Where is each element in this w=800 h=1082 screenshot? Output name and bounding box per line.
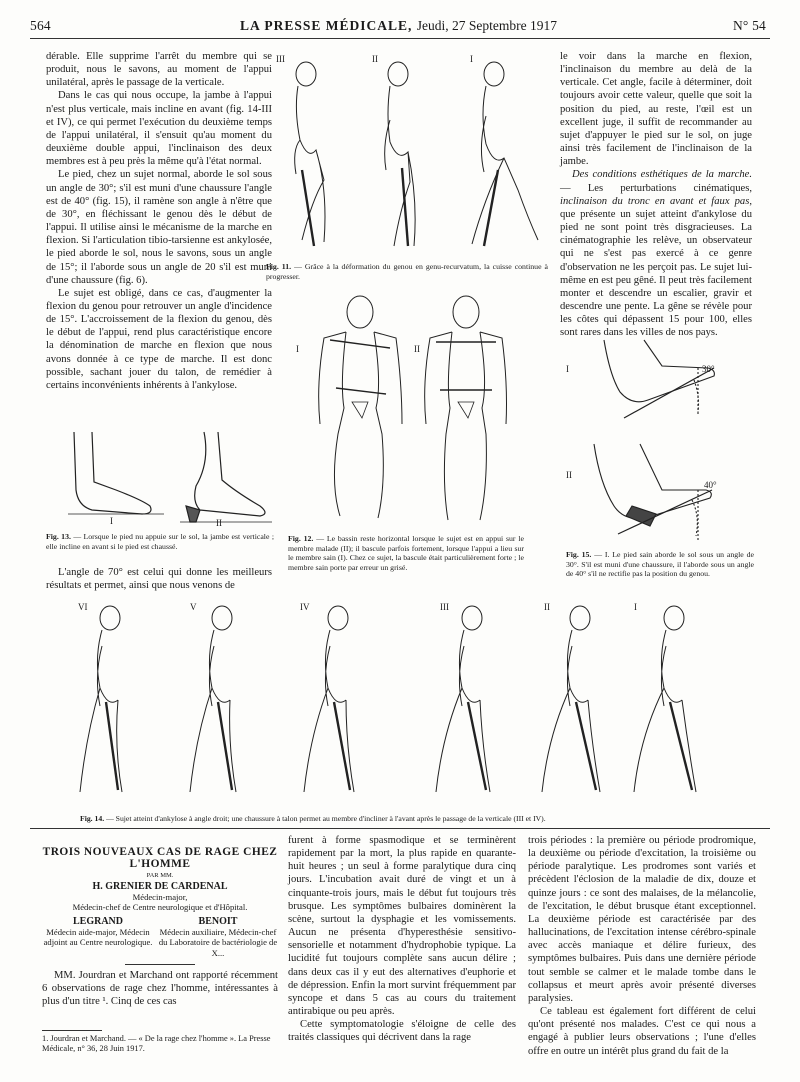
author-2-block <box>42 916 154 958</box>
fig15-angle-2: 40° <box>704 480 717 490</box>
author-1-role: Médecin-major, <box>132 892 188 902</box>
fig14-caption <box>80 814 760 824</box>
author-3-role: Médecin auxiliaire, Médecin-chef du Laboratoire de bactériologie de X... <box>158 926 278 958</box>
fig13-caption <box>46 532 274 551</box>
feet-illustration <box>46 428 274 530</box>
co-authors <box>42 916 278 958</box>
caption-number: Fig. 12. <box>288 534 314 543</box>
caption-number: Fig. 15. <box>566 550 592 559</box>
author-2-role: Médecin aide-major, Médecin adjoint au Centre neurologique. <box>43 926 153 948</box>
walking-figure <box>190 606 236 792</box>
author-3-block <box>158 916 278 958</box>
caption-text: — I. Le pied sain aborde le sol sous un angle de 30°. S'il est muni d'une chaussure, il l'aborde sous un angle de 40° s'il ne rectifie pas la position du genou. <box>566 550 754 579</box>
caption-number: Fig. 13. <box>46 532 71 541</box>
article-par: PAR MM. <box>146 872 174 879</box>
author-2: LEGRAND <box>72 915 123 927</box>
journal-header <box>240 18 557 34</box>
fig15-caption <box>566 550 754 579</box>
footnote-rule <box>42 1030 102 1031</box>
fig14-label-5: V <box>190 602 197 612</box>
header-rule <box>30 38 770 39</box>
caption-number: Fig. 14. <box>80 814 105 823</box>
fig14-label-2: II <box>544 602 550 612</box>
article-title: TROIS NOUVEAUX CAS DE RAGE CHEZ L'HOMME <box>42 846 278 870</box>
paragraph: MM. Jourdran et Marchand ont rapporté récemment 6 observations de rage chez l'homme, intéressantes à plus d'un titre ¹. Cinq de ces cas <box>42 970 278 1008</box>
bottom-column-2 <box>288 834 516 1045</box>
author-3: BENOIT <box>198 915 238 927</box>
paragraph: Dans le cas qui nous occupe, la jambe à l'appui n'est plus verticale, mais incline en avant (fig. 14-III et IV), ce qui permet l'exécution du deuxième temps de l'appui unilatéral, il s'ensuit qu'au moment du deuxième double appui, l'inclinaison des deux membres est à peu près la même qu'à l'état normal. <box>46 90 272 168</box>
fig14-label-3: III <box>440 602 449 612</box>
emphasis: inclinaison du tronc en avant et faux pas <box>560 195 750 207</box>
walking-figure <box>542 606 600 792</box>
article-header <box>42 846 278 1009</box>
issue-date: Jeudi, 27 Septembre 1917 <box>416 18 558 33</box>
figure-11 <box>258 50 550 260</box>
author-1: H. GRENIER DE CARDENAL <box>92 881 228 892</box>
fig14-label-6: VI <box>78 602 88 612</box>
paragraph: trois périodes : la première ou période prodromique, la deuxième ou période d'excitation, la troisième ou période paralytique. Les prodromes sont variés et précèdent l'éclosion de la maladie de dix, douze et quinze jours : ce sont des malaises, de la mélancolie, de l'excitation, le début brusque étant exceptionnel. La deuxième période est caractérisée par des hallucinations, de l'excitation intense cérébro-spinale avec accès maniaque et délire furieux, des symptômes bulbaires. Puis dans une dernière période tout semble se calmer et le malade tombe dans le collapsus et meurt après avoir présenté diverses paralysies. <box>528 835 756 1004</box>
paragraph: dérable. Elle supprime l'arrêt du membre qui se produit, nous le savons, au moment de l'appui unilatéral, après le passage de la verticale. <box>46 51 272 89</box>
paragraph: Cette symptomatologie s'éloigne de celle des traités classiques qui décrivent dans la rage <box>288 1019 516 1044</box>
paragraph <box>560 168 752 339</box>
walking-figure <box>436 606 490 792</box>
caption-text: — Sujet atteint d'ankylose à angle droit; une chaussure à talon permet au membre d'incliner à l'avant après le passage de la verticale (III et IV). <box>104 814 546 823</box>
walking-figure <box>634 606 696 792</box>
fig13-label-2: II <box>216 518 222 528</box>
caption-text: — Lorsque le pied nu appuie sur le sol, la jambe est verticale ; elle incline en avant si le pied est chaussé. <box>46 532 274 551</box>
divider <box>125 964 195 965</box>
text-column-1 <box>46 50 272 392</box>
paragraph: Le sujet est obligé, dans ce cas, d'augmenter la flexion du genou pour retrouver un angle d'incidence de 15°. L'accroissement de la flexion du genou, dès le début de l'appui, rend plus caractéristique encore la dénomination de marche en flexion que nous avons donnée à ce type de marche. Il est donc possible, sachant jouer du talon, de remédier à certains inconvénients inhérents à l'ankylose. <box>46 287 272 391</box>
standing-men-illustration <box>290 284 522 532</box>
fig11-label-1: I <box>470 54 473 64</box>
paragraph: le voir dans la marche en flexion, l'inclinaison du membre au delà de la verticale. Cet angle, facile à déterminer, doit toujours avoir cette valeur, quelle que soit la position du pied, au reste, l'œil est un excellent juge, il suffit de recommander au sujet d'appuyer le pied sur le sol, on juge ainsi très facilement de l'inclinaison de la jambe. <box>560 51 752 168</box>
section-rule <box>30 828 770 829</box>
author-1-role-2: Médecin-chef de Centre neurologique et d'Hôpital. <box>72 902 248 913</box>
journal-name: LA PRESSE MÉDICALE, <box>240 18 413 33</box>
walking-woman-sequence <box>258 50 550 260</box>
fig11-label-2: II <box>372 54 378 64</box>
article-intro <box>42 969 278 1008</box>
text-column-1-end <box>46 566 272 592</box>
text-column-3 <box>560 50 752 339</box>
walking-woman-sequence-wide <box>60 596 750 806</box>
caption-text: — Le bassin reste horizontal lorsque le sujet est en appui sur le membre malade (II); il bascule parfois fortement, lorsque l'appui a lieu sur le membre sain (I). Chez ce sujet, la bascule était particulièrement forte ; le membre sain porte par erreur un grisé. <box>288 534 524 572</box>
fig13-label-1: I <box>110 516 113 526</box>
paragraph: furent à forme spasmodique et se terminèrent rapidement par la mort, la plus rapide en quarante-huit heures ; un seul à forme paralytique dura cinq jours. L'incubation avait duré de vingt et un à cinquante-trois jours, mais le début fut toujours très brusque. Les symptômes bulbaires dominèrent la scène, surtout la dysphagie et les vomissements. Aucun ne présenta d'hyperesthésie sensitivo-sensorielle et notamment d'hydrophobie typique. La lucidité fut toujours complète sans aucun délire ; dans deux cas il y eut des alternatives d'euphorie et de dépression. Enfin la mort survint fréquemment par syncope et dans 5 cas au cours du traitement antirabique ou peu après. <box>288 835 516 1018</box>
fig15-label-1: I <box>566 364 569 374</box>
fig12-caption <box>288 534 524 572</box>
fig12-label-1: I <box>296 344 299 354</box>
figure-14 <box>60 596 750 806</box>
figure-15 <box>566 340 752 550</box>
paragraph: Ce tableau est également fort différent de celui qu'ont présenté nos malades. C'est ce qui nous a engagé à publier leurs observations ; l'une d'elles offre en outre un intérêt plus grand du fait de la <box>528 1006 756 1057</box>
foot-angle-diagram <box>566 340 752 550</box>
walking-figure <box>304 606 354 792</box>
paragraph: L'angle de 70° est celui qui donne les meilleurs résultats et permet, ainsi que nous venons de <box>46 567 272 592</box>
page-number: 564 <box>30 18 51 33</box>
caption-number: Fig. 11. <box>266 262 292 271</box>
figure-13 <box>46 428 274 530</box>
figure-12 <box>290 284 522 532</box>
walking-figure <box>80 606 122 792</box>
section-title: Des conditions esthétiques de la marche. <box>572 169 752 181</box>
issue-number: N° 54 <box>732 18 766 33</box>
caption-text: — Grâce à la déformation du genou en genu-recurvatum, la cuisse continue à progresser. <box>266 262 548 281</box>
text-run: , que présente un sujet atteint d'ankylose du pied ne sont point très disgracieuses. La cinématographie les relève, un observateur qui ne s'est pas exercé à ce genre d'observation ne les perçoit pas. Le sujet lui-même en est peu gêné. Il peut très facilement monter et descendre un escalier, gravir et descendre une pente. La gêne se révèle pour les côtes qui dépassent 15 pour 100, elles sont rares dans les villes de nos pays. <box>560 195 752 339</box>
fig11-caption <box>266 262 548 281</box>
bottom-column-3 <box>528 834 756 1058</box>
fig15-label-2: II <box>566 470 572 480</box>
fig14-label-1: I <box>634 602 637 612</box>
fig11-label-3: III <box>276 54 285 64</box>
fig12-label-2: II <box>414 344 420 354</box>
paragraph: Le pied, chez un sujet normal, aborde le sol sous un angle de 30°; s'il est muni d'une chaussure l'angle est de 40° (fig. 15), il ramène son angle à n'être que de 30°, en fléchissant le genou dès le début de l'appui. Il utilise ainsi le mécanisme de la marche en flexion. Si l'articulation tibio-tarsienne est ankylosée, le pied aborde le sol, nous le savons, sous un angle de 15°; il l'aborde sous un angle de 20 s'il est muni d'une chaussure (fig. 6). <box>46 169 272 286</box>
footnote: 1. Jourdran et Marchand. — « De la rage chez l'homme ». La Presse Médicale, n° 36, 28 Juin 1917. <box>42 1034 271 1054</box>
fig15-angle-1: 30° <box>702 364 715 374</box>
fig14-label-4: IV <box>300 602 310 612</box>
text-run: — Les perturbations cinématiques, <box>560 182 752 194</box>
